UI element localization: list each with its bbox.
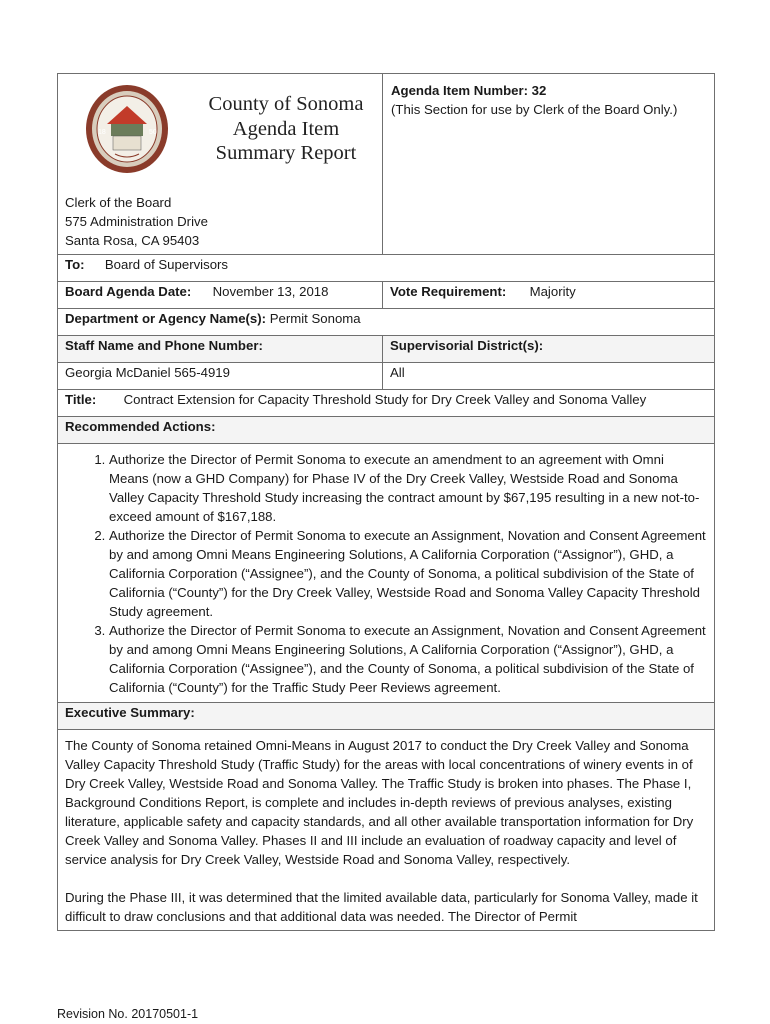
title-line-1: County of Sonoma bbox=[208, 93, 364, 115]
staff-value: Georgia McDaniel 565-4919 bbox=[65, 365, 230, 380]
district-label-cell bbox=[383, 336, 715, 363]
agenda-date-value: November 13, 2018 bbox=[212, 284, 329, 299]
revision-number: Revision No. 20170501-1 bbox=[57, 1007, 199, 1021]
list-item: 3. Authorize the Director of Permit Sonoma to execute an Assignment, Novation and Consent Agreement by and among Omni Means Engineering Solutions, A California Corporation (“Assignor”), GHD, a California Corporation (“Assignee”), and the County of Sonoma, a political subdivision of the State of California (“County”) for the Traffic Study Peer Reviews agreement. bbox=[109, 621, 706, 697]
header-left-cell bbox=[58, 74, 383, 255]
header-right-cell bbox=[383, 74, 715, 255]
list-item: 2. Authorize the Director of Permit Sonoma to execute an Assignment, Novation and Consent Agreement by and among Omni Means Engineering Solutions, A California Corporation (“Assignor”), GHD, a California Corporation (“Assignee”), and the County of Sonoma, a political subdivision of the State of California (“County”) for the Dry Creek Valley, Westside Road and Sonoma Valley Capacity Threshold Study agreement. bbox=[109, 526, 706, 621]
vote-requirement-cell bbox=[383, 282, 715, 309]
executive-summary-label: Executive Summary: bbox=[65, 705, 195, 720]
summary-paragraph-2: During the Phase III, it was determined that the limited available data, particularly for Sonoma Valley, made it difficult to draw conclusions and that additional data was needed. The Director of Permit bbox=[65, 890, 698, 924]
agenda-date-cell bbox=[58, 282, 383, 309]
svg-text:18: 18 bbox=[98, 129, 106, 136]
staff-label: Staff Name and Phone Number: bbox=[65, 338, 263, 353]
clerk-address bbox=[65, 193, 208, 250]
agenda-date-label: Board Agenda Date: bbox=[65, 284, 192, 299]
vote-requirement-value: Majority bbox=[529, 284, 576, 299]
to-value: Board of Supervisors bbox=[104, 257, 229, 272]
agenda-summary-form bbox=[57, 73, 714, 931]
recommended-actions-label: Recommended Actions: bbox=[65, 419, 216, 434]
title-value: Contract Extension for Capacity Threshold Study for Dry Creek Valley and Sonoma Valley bbox=[123, 392, 647, 407]
address-line-3: Santa Rosa, CA 95403 bbox=[65, 233, 200, 248]
address-line-2: 575 Administration Drive bbox=[65, 214, 208, 229]
svg-text:50: 50 bbox=[149, 129, 157, 136]
title-row bbox=[58, 390, 715, 417]
executive-summary-body bbox=[58, 730, 715, 931]
executive-summary-header bbox=[58, 703, 715, 730]
to-row bbox=[58, 255, 715, 282]
address-line-1: Clerk of the Board bbox=[65, 195, 172, 210]
county-report-title bbox=[186, 92, 386, 166]
agenda-item-number: Agenda Item Number: 32 bbox=[391, 83, 547, 98]
agenda-item-note: (This Section for use by Clerk of the Board Only.) bbox=[391, 102, 678, 117]
department-value: Permit Sonoma bbox=[269, 311, 361, 326]
department-row bbox=[58, 309, 715, 336]
title-label: Title: bbox=[65, 392, 97, 407]
vote-requirement-label: Vote Requirement: bbox=[390, 284, 507, 299]
to-label: To: bbox=[65, 257, 85, 272]
staff-label-cell bbox=[58, 336, 383, 363]
list-item: 1. Authorize the Director of Permit Sonoma to execute an amendment to an agreement with Omni Means (now a GHD Company) for Phase IV of the Dry Creek Valley, Westside Road and Sonoma Valley Capacity Threshold Study increasing the contract amount by $67,195 resulting in a new not-to-exceed amount of $167,188. bbox=[109, 450, 706, 526]
form-table bbox=[57, 73, 715, 931]
title-line-2: Agenda Item bbox=[232, 117, 340, 140]
recommended-actions-body bbox=[58, 444, 715, 703]
county-seal-icon bbox=[85, 84, 169, 174]
district-label: Supervisorial District(s): bbox=[390, 338, 544, 353]
staff-value-cell bbox=[58, 363, 383, 390]
department-label: Department or Agency Name(s): bbox=[65, 311, 267, 326]
summary-paragraph-1: The County of Sonoma retained Omni-Means in August 2017 to conduct the Dry Creek Valley and Sonoma Valley Capacity Threshold Study (Traffic Study) for the areas with local concentrations of winery events in of Dry Creek Valley, Westside Road and Sonoma Valley. The Traffic Study is broken into phases. The Phase I, Background Conditions Report, is complete and includes in-depth reviews of previous analyses, existing literature, applicable safety and capacity standards, and all other available transportation information for Dry Creek Valley and Sonoma Valley. Phases II and III include an evaluation of roadway capacity and level of service analysis for Dry Creek Valley, Westside Road and Sonoma Valley, respectively. bbox=[65, 738, 694, 867]
recommended-actions-list bbox=[58, 444, 714, 702]
title-line-3: Summary Report bbox=[215, 142, 357, 164]
recommended-actions-header bbox=[58, 417, 715, 444]
district-value-cell bbox=[383, 363, 715, 390]
district-value: All bbox=[390, 365, 405, 380]
